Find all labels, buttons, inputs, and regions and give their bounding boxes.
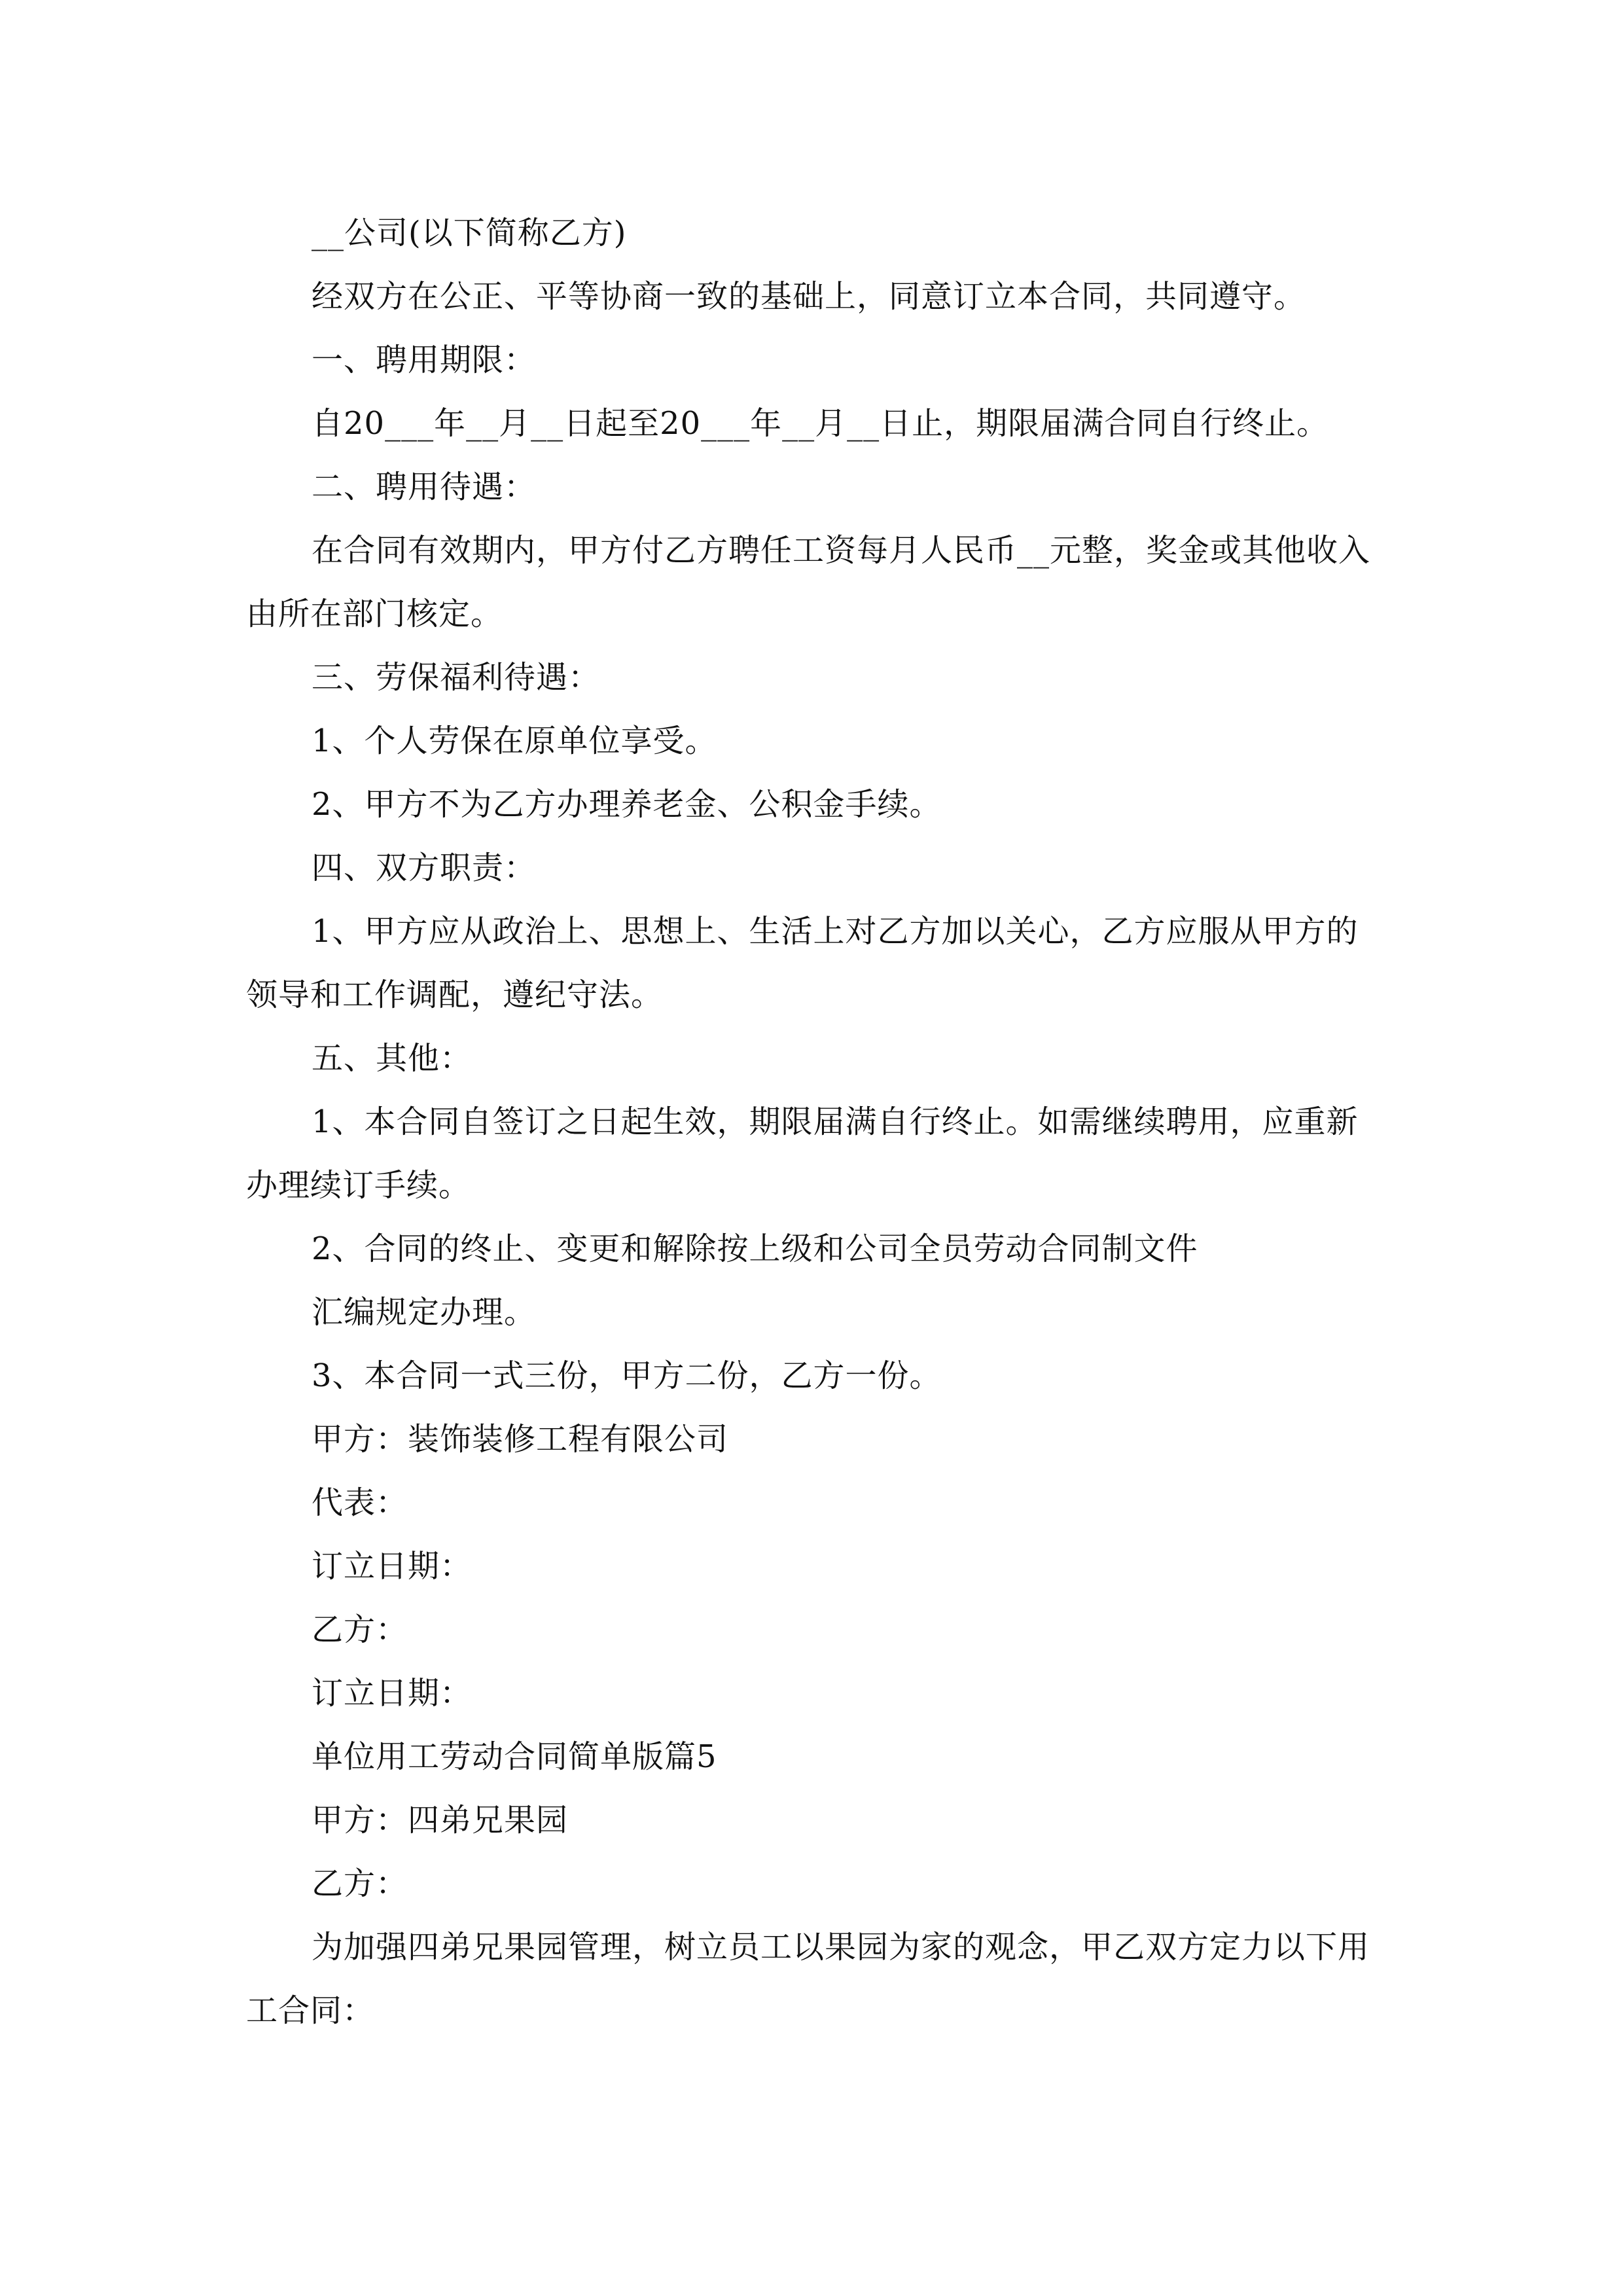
section-title: 单位用工劳动合同简单版篇5 [312, 1738, 717, 1775]
paragraph-intro: 为加强四弟兄果园管理，树立员工以果园为家的观念，甲乙双方定力以下用工合同： [246, 1929, 1370, 2029]
paragraph-other-3: 3、本合同一式三份，甲方二份，乙方一份。 [312, 1357, 942, 1394]
paragraph-other-2-cont: 汇编规定办理。 [312, 1294, 537, 1331]
heading-other: 五、其他： [312, 1040, 473, 1077]
paragraph-other-2: 2、合同的终止、变更和解除按上级和公司全员劳动合同制文件 [312, 1230, 1198, 1267]
paragraph-benefit-1: 1、个人劳保在原单位享受。 [312, 723, 717, 759]
heading-benefits: 三、劳保福利待遇： [312, 659, 601, 696]
signature-party-b: 乙方： [312, 1611, 408, 1648]
new-party-a: 甲方：四弟兄果园 [312, 1802, 569, 1839]
paragraph-benefit-2: 2、甲方不为乙方办理养老金、公积金手续。 [312, 786, 942, 823]
signature-date-b: 订立日期： [312, 1675, 473, 1712]
party-b-line: __公司(以下简称乙方) [312, 215, 627, 251]
paragraph-agreement: 经双方在公正、平等协商一致的基础上，同意订立本合同，共同遵守。 [312, 278, 1306, 315]
paragraph-other-1: 1、本合同自签订之日起生效，期限届满自行终止。如需继续聘用，应重新办理续订手续。 [246, 1103, 1359, 1204]
heading-term: 一、聘用期限： [312, 342, 537, 378]
signature-representative: 代表： [312, 1484, 408, 1521]
paragraph-duty-1: 1、甲方应从政治上、思想上、生活上对乙方加以关心，乙方应服从甲方的领导和工作调配，遵纪守法。 [246, 913, 1359, 1013]
paragraph-pay: 在合同有效期内，甲方付乙方聘任工资每月人民币__元整，奖金或其他收入由所在部门核定。 [246, 532, 1371, 632]
signature-party-a: 甲方：装饰装修工程有限公司 [312, 1421, 729, 1458]
document-body [246, 202, 1378, 2043]
paragraph-term-dates: 自20___年__月__日起至20___年__月__日止，期限届满合同自行终止。 [312, 405, 1329, 442]
signature-date-a: 订立日期： [312, 1548, 473, 1585]
new-party-b: 乙方： [312, 1865, 408, 1902]
heading-duties: 四、双方职责： [312, 850, 537, 886]
heading-pay: 二、聘用待遇： [312, 469, 537, 505]
